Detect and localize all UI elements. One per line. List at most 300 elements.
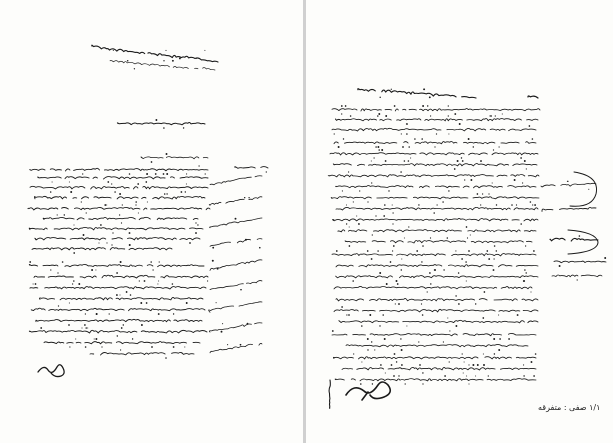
diacritic-dot xyxy=(139,280,140,281)
diacritic-dot xyxy=(259,247,261,249)
diacritic-dot xyxy=(379,97,380,98)
handwriting-stroke xyxy=(92,45,218,62)
diacritic-dot xyxy=(146,302,148,304)
diacritic-dot xyxy=(130,294,132,296)
diacritic-dot xyxy=(577,279,578,280)
diacritic-dot xyxy=(33,283,34,284)
diacritic-dot xyxy=(393,375,395,377)
diacritic-dot xyxy=(477,193,479,195)
diacritic-dot xyxy=(464,179,465,180)
diacritic-dot xyxy=(434,269,436,271)
diacritic-dot xyxy=(166,193,167,194)
diacritic-dot xyxy=(69,302,70,303)
diacritic-dot xyxy=(391,364,393,366)
diacritic-dot xyxy=(375,146,377,148)
handwriting-stroke xyxy=(336,298,538,300)
diacritic-dot xyxy=(222,323,223,324)
diacritic-dot xyxy=(372,234,373,235)
diacritic-dot xyxy=(244,197,245,198)
handwriting-stroke xyxy=(29,330,207,333)
diacritic-dot xyxy=(448,190,449,191)
handwriting-stroke xyxy=(541,183,596,187)
diacritic-dot xyxy=(529,125,531,127)
diacritic-dot xyxy=(491,115,492,116)
diacritic-dot xyxy=(380,364,382,366)
handwriting-stroke xyxy=(209,302,262,312)
diacritic-dot xyxy=(423,88,425,90)
diacritic-dot xyxy=(408,226,409,227)
diacritic-dot xyxy=(567,181,568,182)
handwriting-stroke xyxy=(554,261,606,263)
handwriting-stroke xyxy=(235,167,268,169)
diacritic-dot xyxy=(381,149,383,151)
diacritic-dot xyxy=(189,242,191,244)
diacritic-dot xyxy=(172,60,174,62)
diacritic-dot xyxy=(406,325,407,326)
diacritic-dot xyxy=(502,113,503,114)
handwriting-stroke xyxy=(334,142,536,144)
diacritic-dot xyxy=(152,269,153,270)
diacritic-dot xyxy=(62,261,64,263)
handwriting-stroke xyxy=(346,344,528,347)
handwriting-right xyxy=(306,0,613,443)
diacritic-dot xyxy=(186,173,187,174)
diacritic-dot xyxy=(356,215,357,216)
diacritic-dot xyxy=(463,372,464,373)
diacritic-dot xyxy=(134,68,135,69)
diacritic-dot xyxy=(371,182,372,183)
handwriting-stroke xyxy=(39,297,203,299)
diacritic-dot xyxy=(221,331,223,333)
diacritic-dot xyxy=(85,346,87,348)
diacritic-dot xyxy=(488,375,489,376)
diacritic-dot xyxy=(379,325,380,326)
diacritic-dot xyxy=(217,268,219,270)
diacritic-dot xyxy=(531,361,533,363)
diacritic-dot xyxy=(390,261,392,263)
diacritic-dot xyxy=(100,224,102,226)
diacritic-dot xyxy=(484,291,486,293)
diacritic-dot xyxy=(353,201,354,202)
diacritic-dot xyxy=(404,237,405,238)
handwriting-stroke xyxy=(31,308,205,311)
diacritic-dot xyxy=(396,280,398,282)
diacritic-dot xyxy=(525,272,526,273)
diacritic-dot xyxy=(183,127,184,128)
handwriting-stroke xyxy=(36,319,202,321)
diacritic-dot xyxy=(78,283,80,285)
diacritic-dot xyxy=(516,204,517,205)
diacritic-dot xyxy=(64,214,65,215)
diacritic-dot xyxy=(82,173,83,174)
diacritic-dot xyxy=(84,324,86,326)
diacritic-dot xyxy=(106,242,107,243)
diacritic-dot xyxy=(361,325,363,327)
diacritic-dot xyxy=(85,327,87,329)
diacritic-dot xyxy=(447,237,449,239)
diacritic-dot xyxy=(107,181,109,183)
diacritic-dot xyxy=(144,280,146,282)
diacritic-dot xyxy=(138,212,139,213)
diacritic-dot xyxy=(341,306,343,308)
diacritic-dot xyxy=(429,272,431,274)
diacritic-dot xyxy=(396,361,397,362)
diacritic-dot xyxy=(511,204,513,206)
diacritic-dot xyxy=(466,280,467,281)
diacritic-dot xyxy=(465,261,467,263)
diacritic-dot xyxy=(499,338,501,340)
diacritic-dot xyxy=(457,160,459,162)
diacritic-dot xyxy=(73,252,75,254)
diacritic-dot xyxy=(523,280,525,282)
diacritic-dot xyxy=(454,168,456,170)
diacritic-dot xyxy=(488,193,489,194)
diacritic-dot xyxy=(494,245,496,247)
diacritic-dot xyxy=(146,173,148,175)
diacritic-dot xyxy=(492,182,493,183)
diacritic-dot xyxy=(533,250,535,252)
handwriting-stroke xyxy=(90,352,194,355)
diacritic-dot xyxy=(371,258,373,260)
diacritic-dot xyxy=(240,289,241,290)
diacritic-dot xyxy=(121,222,122,223)
diacritic-dot xyxy=(173,313,174,314)
handwriting-stroke xyxy=(28,207,210,210)
diacritic-dot xyxy=(158,313,160,315)
signature-mark xyxy=(38,365,64,377)
diacritic-dot xyxy=(157,283,158,284)
diacritic-dot xyxy=(164,193,166,195)
diacritic-dot xyxy=(455,250,456,251)
diacritic-dot xyxy=(401,349,403,351)
handwriting-stroke xyxy=(210,343,262,352)
diacritic-dot xyxy=(371,341,372,342)
diacritic-dot xyxy=(394,353,396,355)
folio-note: ۱/۱ صفی : متفرقه xyxy=(538,403,601,412)
diacritic-dot xyxy=(535,353,537,355)
diacritic-dot xyxy=(369,314,371,316)
handwriting-stroke xyxy=(34,275,208,278)
manuscript-page-right xyxy=(306,0,613,443)
diacritic-dot xyxy=(81,201,82,202)
diacritic-dot xyxy=(126,291,128,293)
diacritic-dot xyxy=(517,314,519,316)
diacritic-dot xyxy=(401,364,403,366)
diacritic-dot xyxy=(94,338,95,339)
diacritic-dot xyxy=(482,317,484,319)
diacritic-dot xyxy=(367,250,369,252)
diacritic-dot xyxy=(447,317,448,318)
signature-mark xyxy=(346,382,390,400)
diacritic-dot xyxy=(422,383,423,384)
handwriting-stroke xyxy=(333,357,536,359)
diacritic-dot xyxy=(98,242,99,243)
handwriting-stroke xyxy=(210,281,262,290)
diacritic-dot xyxy=(374,349,375,350)
diacritic-dot xyxy=(482,193,483,194)
diacritic-dot xyxy=(197,224,198,225)
diacritic-dot xyxy=(427,291,428,292)
diacritic-dot xyxy=(444,375,446,377)
diacritic-dot xyxy=(195,222,196,223)
diacritic-dot xyxy=(122,204,123,205)
diacritic-dot xyxy=(468,250,470,252)
diacritic-dot xyxy=(430,283,431,284)
diacritic-dot xyxy=(523,375,524,376)
diacritic-dot xyxy=(534,204,536,206)
diacritic-dot xyxy=(207,280,208,281)
handwriting-stroke xyxy=(342,367,536,370)
diacritic-dot xyxy=(348,314,350,316)
diacritic-dot xyxy=(400,171,402,173)
diacritic-dot xyxy=(477,364,479,366)
diacritic-dot xyxy=(348,171,349,172)
handwriting-stroke xyxy=(210,176,262,185)
diacritic-dot xyxy=(392,223,393,224)
diacritic-dot xyxy=(120,349,121,350)
diacritic-dot xyxy=(113,50,114,51)
diacritic-dot xyxy=(179,57,181,59)
handwriting-stroke xyxy=(345,241,532,244)
handwriting-stroke xyxy=(334,309,538,312)
diacritic-dot xyxy=(205,173,206,174)
diacritic-dot xyxy=(448,133,449,134)
diacritic-dot xyxy=(470,179,472,181)
diacritic-dot xyxy=(480,204,481,205)
diacritic-dot xyxy=(119,193,121,195)
diacritic-dot xyxy=(165,50,166,51)
diacritic-dot xyxy=(493,338,495,340)
diacritic-dot xyxy=(346,314,347,315)
diacritic-dot xyxy=(367,338,369,340)
diacritic-dot xyxy=(525,245,526,246)
handwriting-stroke xyxy=(332,254,536,256)
diacritic-dot xyxy=(559,265,561,267)
diacritic-dot xyxy=(114,191,116,193)
diacritic-dot xyxy=(493,149,494,150)
diacritic-dot xyxy=(155,173,157,175)
diacritic-dot xyxy=(58,305,59,306)
diacritic-dot xyxy=(418,341,419,342)
diacritic-dot xyxy=(483,353,484,354)
diacritic-dot xyxy=(334,133,335,134)
handwriting-stroke xyxy=(550,238,598,241)
diacritic-dot xyxy=(336,250,338,252)
diacritic-dot xyxy=(185,191,186,192)
diacritic-dot xyxy=(204,50,205,51)
diacritic-dot xyxy=(349,245,351,247)
diacritic-dot xyxy=(406,133,408,135)
diacritic-dot xyxy=(346,204,347,205)
diacritic-dot xyxy=(475,303,476,304)
diacritic-dot xyxy=(493,269,495,271)
diacritic-dot xyxy=(57,214,58,215)
diacritic-dot xyxy=(248,197,249,198)
diacritic-dot xyxy=(95,338,97,340)
handwriting-stroke xyxy=(110,60,215,70)
diacritic-dot xyxy=(404,160,406,162)
handwriting-stroke xyxy=(336,207,538,210)
diacritic-dot xyxy=(361,361,362,362)
diacritic-dot xyxy=(455,325,457,327)
diacritic-dot xyxy=(240,344,242,346)
handwriting-stroke xyxy=(29,227,203,230)
diacritic-dot xyxy=(384,338,386,340)
diacritic-dot xyxy=(533,375,535,377)
handwriting-stroke xyxy=(32,248,172,250)
diacritic-dot xyxy=(496,204,497,205)
diacritic-dot xyxy=(526,168,527,169)
handwriting-stroke xyxy=(339,320,538,323)
diacritic-dot xyxy=(123,324,124,325)
diacritic-dot xyxy=(119,294,120,295)
diacritic-dot xyxy=(462,160,464,162)
handwriting-stroke xyxy=(141,157,208,159)
diacritic-dot xyxy=(493,258,494,259)
diacritic-dot xyxy=(461,157,462,158)
diacritic-dot xyxy=(119,214,120,215)
diacritic-dot xyxy=(421,261,422,262)
diacritic-dot xyxy=(530,291,531,292)
diacritic-dot xyxy=(216,302,217,303)
diacritic-dot xyxy=(359,190,360,191)
diacritic-dot xyxy=(227,344,228,345)
diacritic-dot xyxy=(121,327,123,329)
diacritic-dot xyxy=(195,232,197,234)
handwriting-stroke xyxy=(336,186,536,188)
diacritic-dot xyxy=(523,364,524,365)
diacritic-dot xyxy=(377,146,379,148)
diacritic-dot xyxy=(488,258,490,260)
diacritic-dot xyxy=(494,353,495,354)
diacritic-dot xyxy=(495,115,496,116)
diacritic-dot xyxy=(434,146,435,147)
diacritic-dot xyxy=(480,160,482,162)
diacritic-dot xyxy=(40,327,42,329)
diacritic-dot xyxy=(388,190,389,191)
diacritic-dot xyxy=(378,149,380,151)
diacritic-dot xyxy=(163,127,165,129)
diacritic-dot xyxy=(408,160,410,162)
diacritic-dot xyxy=(422,245,424,247)
handwriting-stroke xyxy=(334,286,532,289)
diacritic-dot xyxy=(522,182,523,183)
diacritic-dot xyxy=(467,237,468,238)
diacritic-dot xyxy=(147,201,148,202)
diacritic-dot xyxy=(429,96,431,98)
diacritic-dot xyxy=(87,327,88,328)
diacritic-dot xyxy=(173,346,175,348)
diacritic-dot xyxy=(532,138,534,140)
diacritic-dot xyxy=(81,327,82,328)
handwriting-stroke xyxy=(44,342,200,344)
handwriting-stroke xyxy=(358,89,476,98)
handwriting-left xyxy=(0,0,303,443)
diacritic-dot xyxy=(475,375,476,376)
diacritic-dot xyxy=(184,346,185,347)
diacritic-dot xyxy=(70,191,72,193)
diacritic-dot xyxy=(375,215,376,216)
diacritic-dot xyxy=(212,247,214,249)
diacritic-dot xyxy=(345,105,347,107)
diacritic-dot xyxy=(141,324,143,326)
diacritic-dot xyxy=(461,258,463,260)
diacritic-dot xyxy=(421,303,422,304)
diacritic-dot xyxy=(401,133,402,134)
diacritic-dot xyxy=(378,113,380,115)
diacritic-dot xyxy=(109,313,110,314)
diacritic-dot xyxy=(358,223,360,225)
diacritic-dot xyxy=(588,189,589,190)
diacritic-dot xyxy=(72,283,73,284)
handwriting-stroke xyxy=(209,323,262,332)
diacritic-dot xyxy=(418,204,419,205)
margin-bracket xyxy=(570,172,597,206)
diacritic-dot xyxy=(151,161,153,163)
diacritic-dot xyxy=(443,341,444,342)
diacritic-dot xyxy=(158,280,159,281)
diacritic-dot xyxy=(386,283,388,285)
diacritic-dot xyxy=(483,364,485,366)
diacritic-dot xyxy=(69,181,70,182)
diacritic-dot xyxy=(35,283,37,285)
diacritic-dot xyxy=(196,58,197,59)
diacritic-dot xyxy=(377,115,379,117)
diacritic-dot xyxy=(245,239,247,241)
diacritic-dot xyxy=(95,269,96,270)
diacritic-dot xyxy=(163,60,164,61)
diacritic-dot xyxy=(181,191,183,193)
diacritic-dot xyxy=(166,153,168,155)
diacritic-dot xyxy=(422,105,424,107)
handwriting-stroke xyxy=(330,153,538,155)
diacritic-dot xyxy=(101,346,102,347)
handwriting-stroke xyxy=(528,96,538,98)
diacritic-dot xyxy=(91,269,93,271)
diacritic-dot xyxy=(436,204,437,205)
diacritic-dot xyxy=(419,364,421,366)
diacritic-dot xyxy=(130,244,131,245)
diacritic-dot xyxy=(398,303,400,305)
diacritic-dot xyxy=(75,338,76,339)
diacritic-dot xyxy=(448,115,449,116)
handwriting-stroke xyxy=(35,238,200,240)
diacritic-dot xyxy=(212,260,214,262)
handwriting-stroke xyxy=(210,239,262,247)
diacritic-dot xyxy=(332,330,334,332)
diacritic-dot xyxy=(373,157,374,158)
handwriting-stroke xyxy=(332,128,536,131)
diacritic-dot xyxy=(350,115,352,117)
diacritic-dot xyxy=(458,303,460,305)
diacritic-dot xyxy=(163,173,165,175)
diacritic-dot xyxy=(266,171,267,172)
diacritic-dot xyxy=(400,338,401,339)
handwriting-stroke xyxy=(335,379,536,381)
handwriting-stroke xyxy=(332,333,536,335)
diacritic-dot xyxy=(235,218,237,220)
handwriting-stroke xyxy=(335,119,538,121)
diacritic-dot xyxy=(371,160,372,161)
handwriting-stroke xyxy=(209,197,262,206)
diacritic-dot xyxy=(117,335,118,336)
diacritic-dot xyxy=(377,250,379,252)
diacritic-dot xyxy=(129,173,131,175)
diacritic-dot xyxy=(433,212,435,214)
diacritic-dot xyxy=(524,269,526,271)
diacritic-dot xyxy=(402,146,404,148)
diacritic-dot xyxy=(50,191,52,193)
